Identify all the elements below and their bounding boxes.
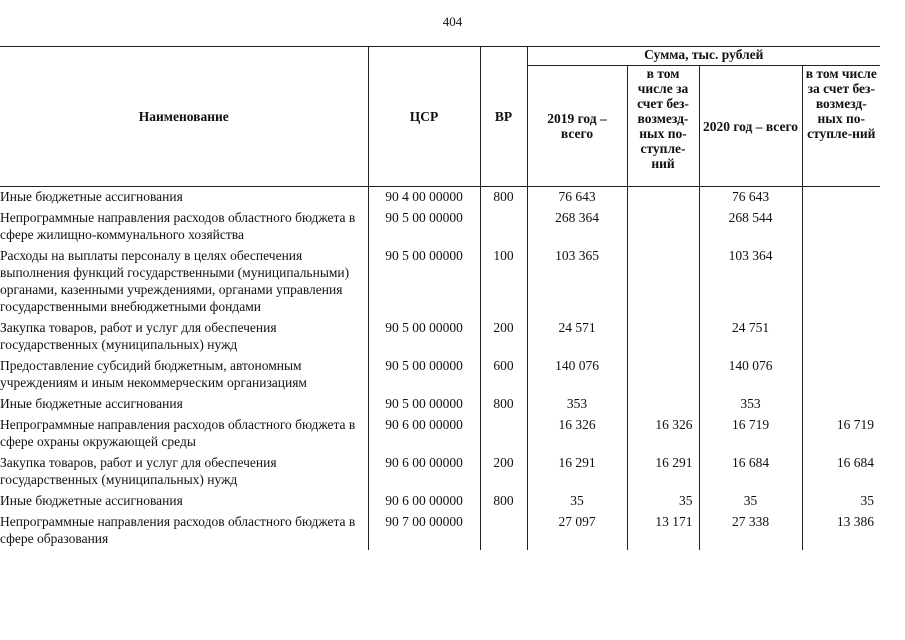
cell-2020-total: 103 364 xyxy=(699,246,802,318)
cell-name: Закупка товаров, работ и услуг для обеспечения государственных (муниципальных) нужд xyxy=(0,318,368,356)
column-header-vr: ВР xyxy=(480,47,527,187)
cell-2020-total: 35 xyxy=(699,491,802,512)
cell-2019-free: 35 xyxy=(627,491,699,512)
cell-2020-free: 13 386 xyxy=(802,512,880,550)
cell-2019-free xyxy=(627,208,699,246)
cell-csr: 90 6 00 00000 xyxy=(368,453,480,491)
cell-csr: 90 5 00 00000 xyxy=(368,356,480,394)
cell-name: Предоставление субсидий бюджетным, автономным учреждениям и иным некоммерческим организациям xyxy=(0,356,368,394)
cell-2020-total: 16 684 xyxy=(699,453,802,491)
column-header-2019-free: в том числе за счет без-возмезд-ных по-ступле-ний xyxy=(627,66,699,187)
cell-2020-free xyxy=(802,356,880,394)
cell-2020-total: 24 751 xyxy=(699,318,802,356)
table-row xyxy=(0,318,880,356)
cell-2019-free xyxy=(627,187,699,209)
cell-csr: 90 6 00 00000 xyxy=(368,491,480,512)
cell-2019-total: 76 643 xyxy=(527,187,627,209)
table-row xyxy=(0,187,880,209)
table-row xyxy=(0,491,880,512)
cell-2019-free: 16 291 xyxy=(627,453,699,491)
cell-csr: 90 6 00 00000 xyxy=(368,415,480,453)
budget-table xyxy=(0,46,880,550)
cell-vr: 800 xyxy=(480,187,527,209)
cell-2019-total: 268 364 xyxy=(527,208,627,246)
cell-2020-free xyxy=(802,187,880,209)
cell-vr xyxy=(480,512,527,550)
table-row xyxy=(0,415,880,453)
cell-2019-free: 13 171 xyxy=(627,512,699,550)
cell-vr: 100 xyxy=(480,246,527,318)
cell-2019-total: 103 365 xyxy=(527,246,627,318)
cell-2019-total: 27 097 xyxy=(527,512,627,550)
cell-name: Расходы на выплаты персоналу в целях обеспечения выполнения функций государственными (муниципальными) органами, казенными учреждениями, органами управления государственными внебюджетными фондами xyxy=(0,246,368,318)
cell-vr: 800 xyxy=(480,394,527,415)
cell-name: Иные бюджетные ассигнования xyxy=(0,491,368,512)
cell-2019-free: 16 326 xyxy=(627,415,699,453)
cell-name: Иные бюджетные ассигнования xyxy=(0,394,368,415)
cell-2019-total: 353 xyxy=(527,394,627,415)
table-row xyxy=(0,512,880,550)
cell-vr: 800 xyxy=(480,491,527,512)
cell-2020-free xyxy=(802,318,880,356)
column-header-name: Наименование xyxy=(0,47,368,187)
cell-2020-free: 35 xyxy=(802,491,880,512)
cell-2020-free xyxy=(802,394,880,415)
cell-2019-free xyxy=(627,246,699,318)
cell-vr: 200 xyxy=(480,453,527,491)
cell-name: Непрограммные направления расходов областного бюджета в сфере жилищно-коммунального хозяйства xyxy=(0,208,368,246)
cell-csr: 90 5 00 00000 xyxy=(368,394,480,415)
cell-2020-total: 27 338 xyxy=(699,512,802,550)
header-row-top xyxy=(0,47,880,66)
cell-vr: 200 xyxy=(480,318,527,356)
cell-2019-total: 16 326 xyxy=(527,415,627,453)
table-row xyxy=(0,356,880,394)
column-header-2019-total: 2019 год – всего xyxy=(527,66,627,187)
cell-2020-total: 268 544 xyxy=(699,208,802,246)
cell-2019-total: 140 076 xyxy=(527,356,627,394)
cell-name: Закупка товаров, работ и услуг для обеспечения государственных (муниципальных) нужд xyxy=(0,453,368,491)
page-number: 404 xyxy=(442,14,463,29)
cell-name: Непрограммные направления расходов областного бюджета в сфере образования xyxy=(0,512,368,550)
cell-2020-total: 76 643 xyxy=(699,187,802,209)
cell-2020-total: 16 719 xyxy=(699,415,802,453)
table-row xyxy=(0,208,880,246)
column-group-header-sum: Сумма, тыс. рублей xyxy=(527,47,880,66)
table-row xyxy=(0,246,880,318)
cell-2020-free xyxy=(802,208,880,246)
cell-vr xyxy=(480,415,527,453)
column-header-2020-total: 2020 год – всего xyxy=(699,66,802,187)
cell-2020-total: 140 076 xyxy=(699,356,802,394)
cell-2019-free xyxy=(627,394,699,415)
table-row xyxy=(0,394,880,415)
cell-2019-free xyxy=(627,356,699,394)
cell-2019-free xyxy=(627,318,699,356)
cell-csr: 90 5 00 00000 xyxy=(368,318,480,356)
column-header-2020-free: в том числе за счет без-возмезд-ных по-ступле-ний xyxy=(802,66,880,187)
cell-2020-total: 353 xyxy=(699,394,802,415)
cell-name: Непрограммные направления расходов областного бюджета в сфере охраны окружающей среды xyxy=(0,415,368,453)
cell-2020-free: 16 684 xyxy=(802,453,880,491)
table-row xyxy=(0,453,880,491)
cell-vr xyxy=(480,208,527,246)
cell-name: Иные бюджетные ассигнования xyxy=(0,187,368,209)
cell-csr: 90 5 00 00000 xyxy=(368,246,480,318)
cell-2020-free xyxy=(802,246,880,318)
cell-csr: 90 7 00 00000 xyxy=(368,512,480,550)
cell-csr: 90 4 00 00000 xyxy=(368,187,480,209)
cell-2020-free: 16 719 xyxy=(802,415,880,453)
cell-csr: 90 5 00 00000 xyxy=(368,208,480,246)
cell-2019-total: 35 xyxy=(527,491,627,512)
cell-vr: 600 xyxy=(480,356,527,394)
column-header-csr: ЦСР xyxy=(368,47,480,187)
cell-2019-total: 16 291 xyxy=(527,453,627,491)
cell-2019-total: 24 571 xyxy=(527,318,627,356)
